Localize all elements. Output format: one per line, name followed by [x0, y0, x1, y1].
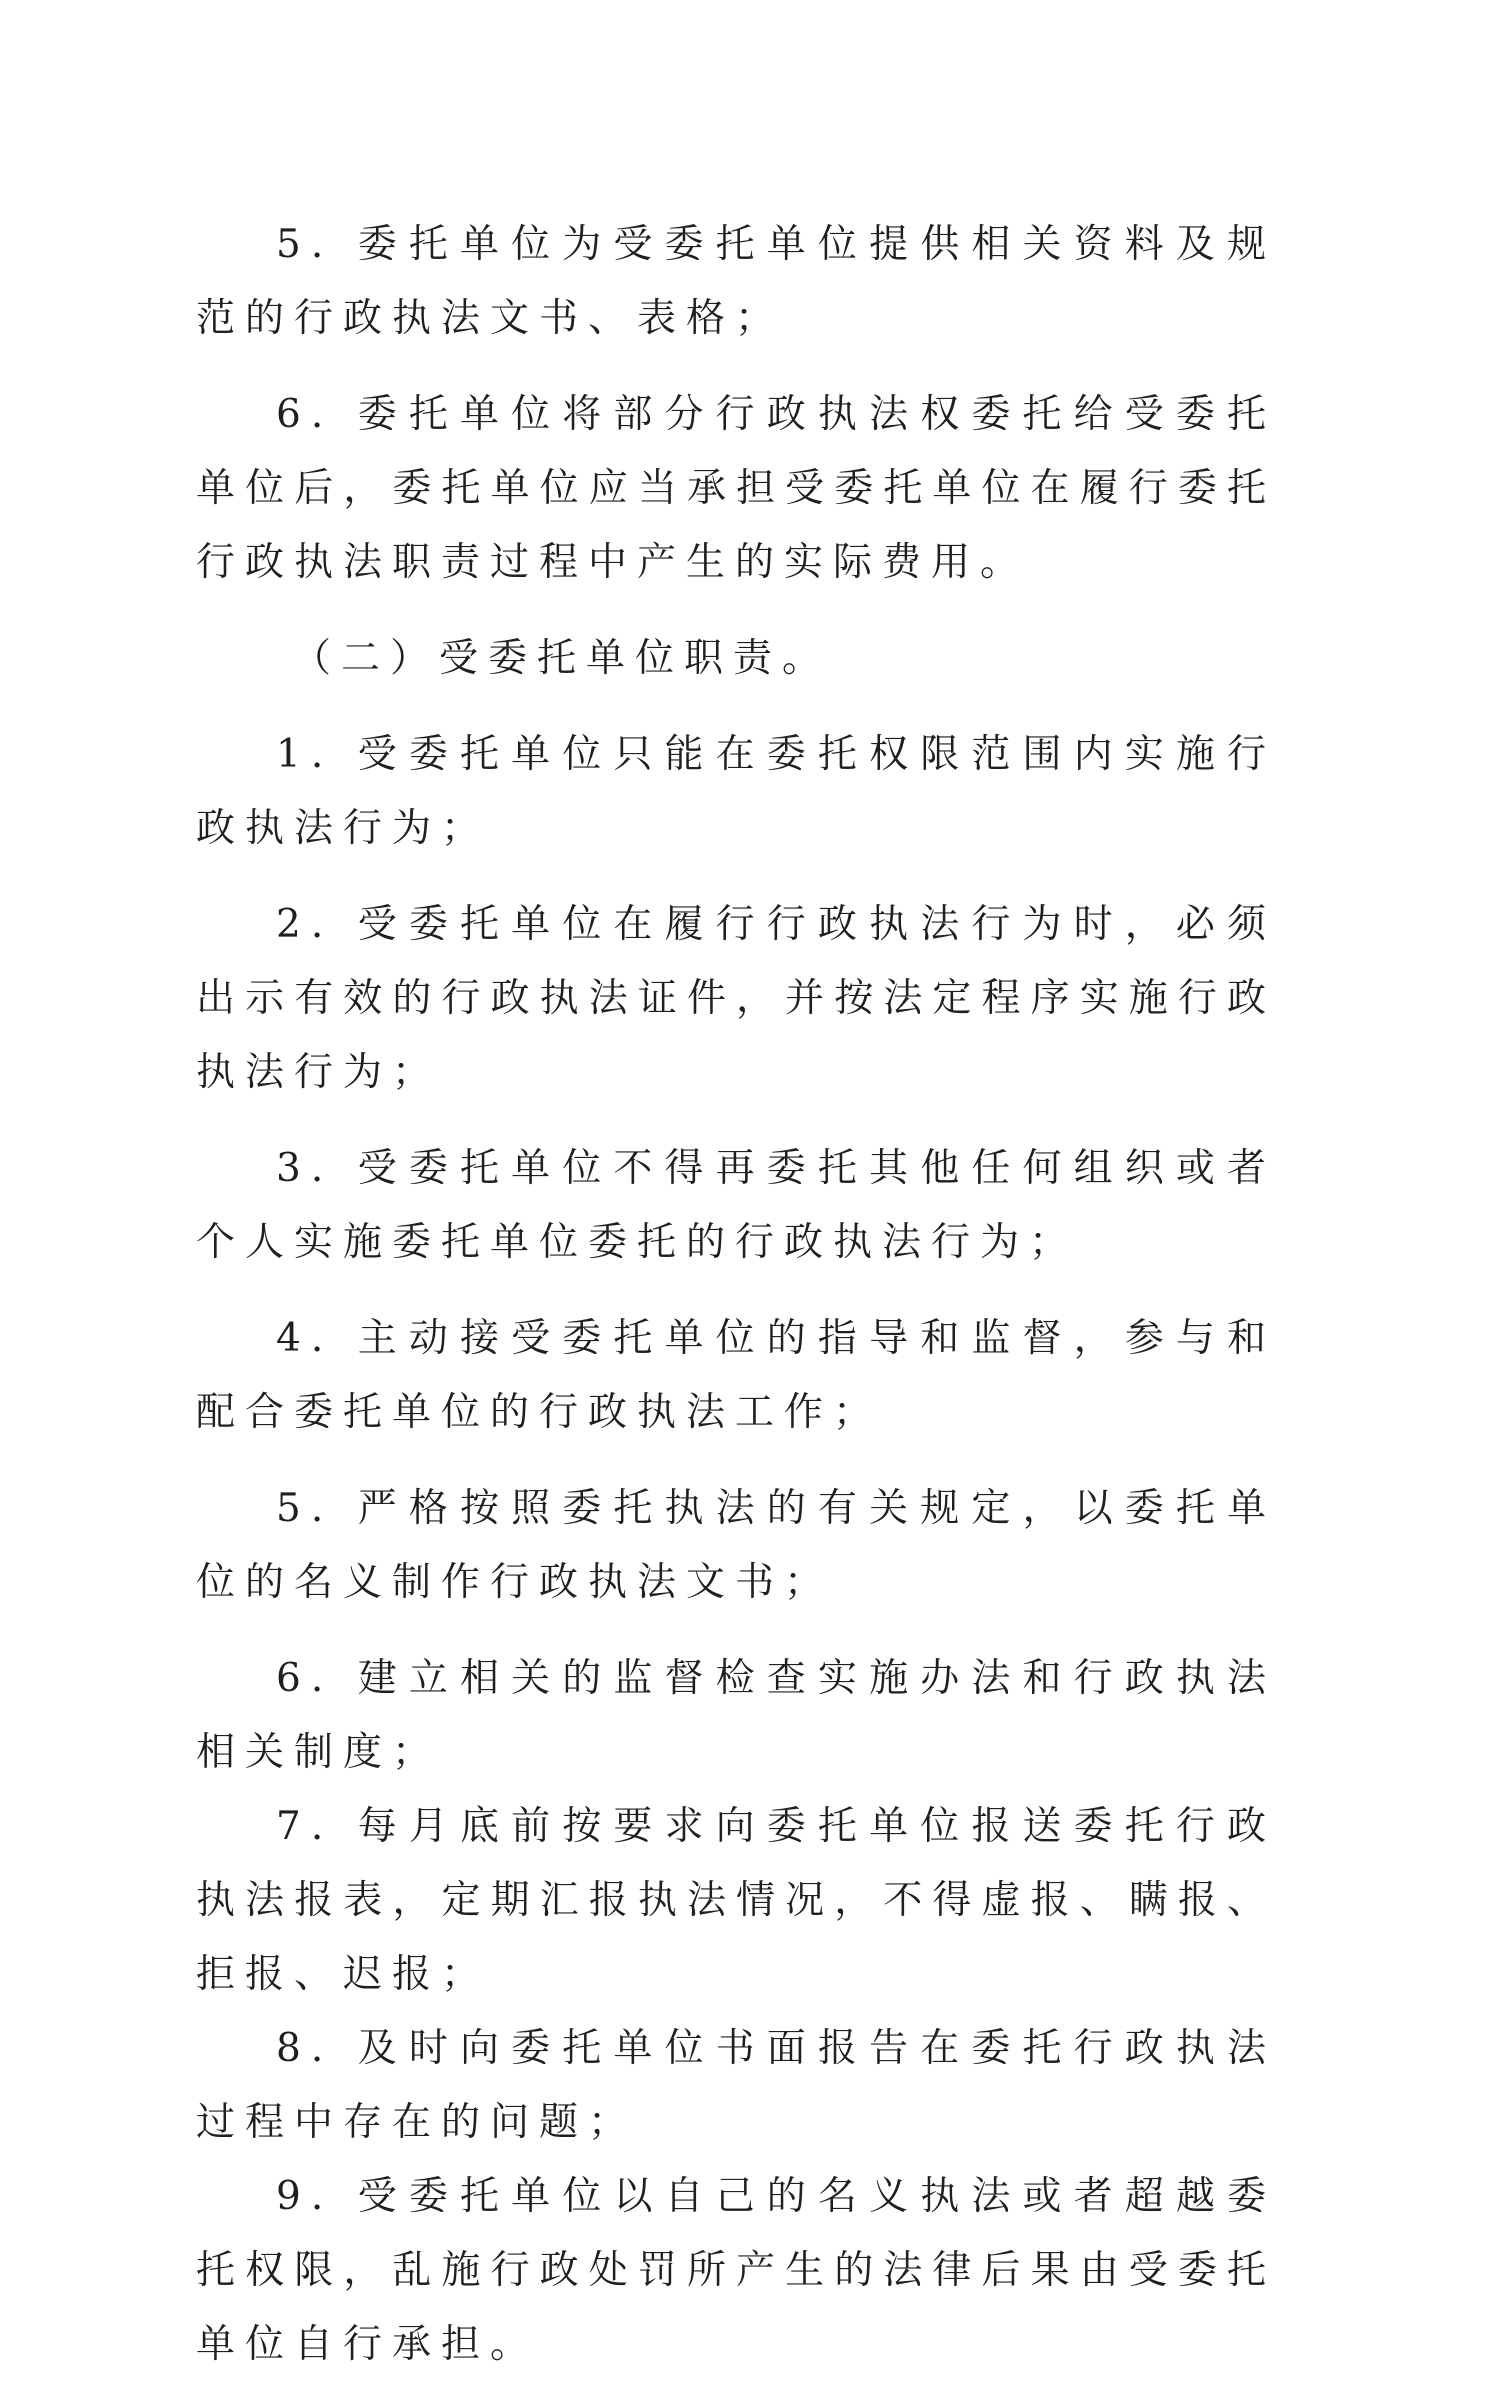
document-body	[196, 208, 1276, 2382]
paragraph-duty-9: 9. 受委托单位以自己的名义执法或者超越委托权限，乱施行政处罚所产生的法律后果由受委托单位自行承担。	[196, 2174, 1276, 2367]
section-heading: （二）受委托单位职责。	[292, 636, 832, 681]
paragraph-duty-2: 2. 受委托单位在履行行政执法行为时，必须出示有效的行政执法证件，并按法定程序实施行政执法行为；	[196, 902, 1276, 1095]
paragraph-duty-8: 8. 及时向委托单位书面报告在委托行政执法过程中存在的问题；	[196, 2026, 1276, 2145]
paragraph-clause-5: 5. 委托单位为受委托单位提供相关资料及规范的行政执法文书、表格；	[196, 222, 1276, 341]
paragraph-duty-5: 5. 严格按照委托执法的有关规定，以委托单位的名义制作行政执法文书；	[196, 1486, 1276, 1605]
paragraph-duty-7: 7. 每月底前按要求向委托单位报送委托行政执法报表，定期汇报执法情况，不得虚报、瞒报、拒报、迟报；	[196, 1804, 1276, 1997]
paragraph-duty-1: 1. 受委托单位只能在委托权限范围内实施行政执法行为；	[196, 732, 1276, 851]
paragraph-duty-3: 3. 受委托单位不得再委托其他任何组织或者个人实施委托单位委托的行政执法行为；	[196, 1146, 1276, 1265]
paragraph-clause-6: 6. 委托单位将部分行政执法权委托给受委托单位后，委托单位应当承担受委托单位在履行委托行政执法职责过程中产生的实际费用。	[196, 392, 1276, 585]
paragraph-duty-6: 6. 建立相关的监督检查实施办法和行政执法相关制度；	[196, 1656, 1276, 1775]
paragraph-duty-4: 4. 主动接受委托单位的指导和监督，参与和配合委托单位的行政执法工作；	[196, 1316, 1276, 1435]
